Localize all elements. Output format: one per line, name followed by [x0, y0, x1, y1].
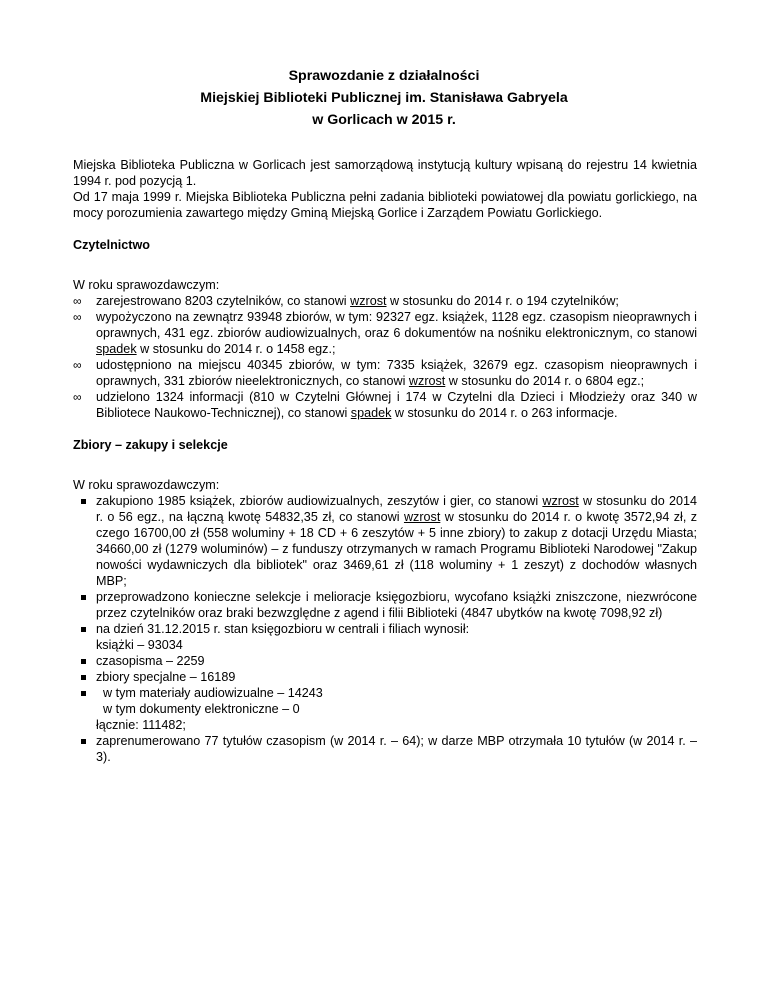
section-heading-zbiory: Zbiory – zakupy i selekcje: [73, 438, 228, 452]
intro-paragraph-2: Od 17 maja 1999 r. Miejska Biblioteka Publiczna pełni zadania biblioteki powiatowej dla powiatu gorlickiego, na mocy porozumienia zawartego między Gminą Miejską Gorlice i Zarządem Powiatu Gorlickiego.: [73, 190, 697, 220]
section-heading-czytelnictwo: Czytelnictwo: [73, 238, 150, 252]
czytelnictwo-lead: W roku sprawozdawczym:: [73, 278, 220, 292]
title-line-3: w Gorlicach w 2015 r.: [312, 112, 456, 128]
title-line-1: Sprawozdanie z działalności: [288, 68, 480, 84]
list-item: zaprenumerowano 77 tytułów czasopism (w 2014 r. – 64); w darze MBP otrzymała 10 tytułów (w 2014 r. – 3).: [73, 733, 697, 765]
list-item: ∞ wypożyczono na zewnątrz 93948 zbiorów, w tym: 92327 egz. książek, 1128 egz. czasopism nieoprawnych i oprawnych, 431 egz. zbiorów audiowizualnych, oraz 6 dokumentów na nośniku elektronicznym, co stanowi spadek w stosunku do 2014 r. o 1458 egz.;: [73, 309, 697, 357]
zbiory-lead: W roku sprawozdawczym:: [73, 478, 220, 492]
list-item: ∞ zarejestrowano 8203 czytelników, co stanowi wzrost w stosunku do 2014 r. o 194 czytelników;: [73, 293, 697, 309]
title-line-2: Miejskiej Biblioteki Publicznej im. Stanisława Gabryela: [200, 90, 568, 106]
czytelnictwo-list: [73, 293, 697, 421]
document-title: [0, 65, 768, 131]
list-item: w tym materiały audiowizualne – 14243 w tym dokumenty elektroniczne – 0 łącznie: 111482;: [73, 685, 697, 733]
list-item: ∞ udostępniono na miejscu 40345 zbiorów, w tym: 7335 książek, 32679 egz. czasopism nieoprawnych i oprawnych, 331 zbiorów nieelektronicznych, co stanowi wzrost w stosunku do 2014 r. o 6804 egz.;: [73, 357, 697, 389]
list-item: przeprowadzono konieczne selekcje i melioracje księgozbioru, wycofano książki zniszczone, niezwrócone przez czytelników oraz braki bezwzględne z agend i filii Biblioteki (4847 ubytków na kwotę 7098,92 zł): [73, 589, 697, 621]
intro-paragraph-1: Miejska Biblioteka Publiczna w Gorlicach jest samorządową instytucją kultury wpisaną do rejestru 14 kwietnia 1994 r. pod pozycją 1.: [73, 158, 697, 188]
list-item: czasopisma – 2259: [73, 653, 697, 669]
list-item: zakupiono 1985 książek, zbiorów audiowizualnych, zeszytów i gier, co stanowi wzrost w stosunku do 2014 r. o 56 egz., na łączną kwotę 54832,35 zł, co stanowi wzrost w stosunku do 2014 r. o kwotę 3572,94 zł, z czego 16700,00 zł (558 woluminy + 18 CD + 6 zeszytów + 5 inne zbiory) to zakup z dotacji Urzędu Miasta; 34660,00 zł (1279 woluminów) – z funduszy otrzymanych w ramach Programu Biblioteki Narodowej "Zakup nowości wydawniczych dla bibliotek" oraz 3469,61 zł (118 woluminy + 1 zeszyt) z dochodów własnych MBP;: [73, 493, 697, 589]
list-item: ∞ udzielono 1324 informacji (810 w Czytelni Głównej i 174 w Czytelni dla Dzieci i Młodzieży oraz 340 w Bibliotece Naukowo-Technicznej), co stanowi spadek w stosunku do 2014 r. o 263 informacje.: [73, 389, 697, 421]
list-item: na dzień 31.12.2015 r. stan księgozbioru w centrali i filiach wynosił: książki – 93034: [73, 621, 697, 653]
zbiory-list: [73, 493, 697, 765]
document-body: [73, 157, 697, 765]
list-item: zbiory specjalne – 16189: [73, 669, 697, 685]
